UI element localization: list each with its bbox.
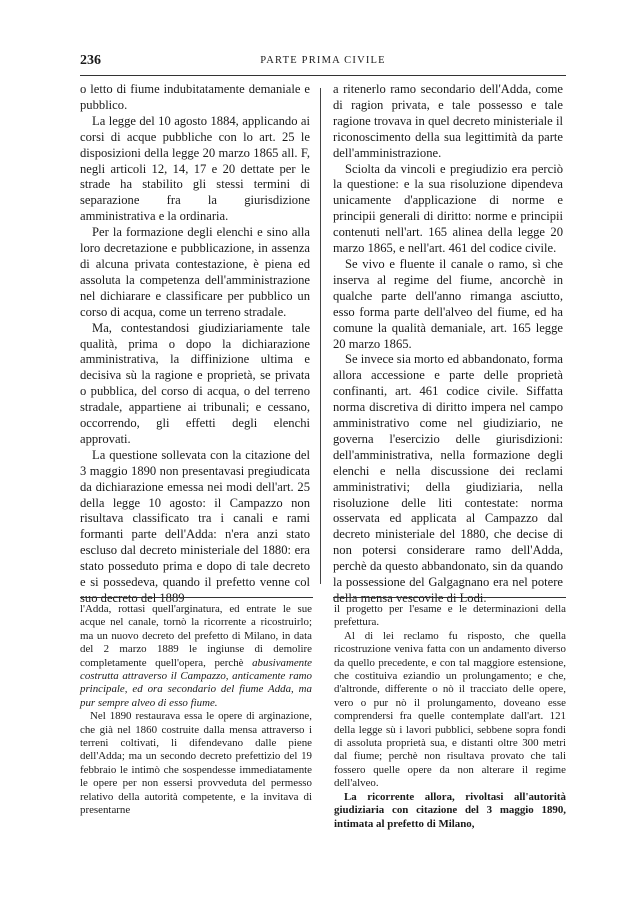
footnote-paragraph: Al di lei reclamo fu risposto, che quella ricostruzione veniva fatta con un andamento diverso da quello precedente, e con tal maggiore estensione, che costituiva eziandio un prolungamento; e che, d'altronde, differente o nò il tracciato delle opere, vero o pur nò il prolungamento, doveano esse comprendersi fra quelle contemplate dall'art. 121 della legge sù i lavori pubblici, sebbene sopra fondi di assoluta proprietà sua, e distanti oltre 300 metri dal fiume; perchè non risultava provato che tali fossero quelle opere da non alterare il regime dell'alveo. [334,629,566,790]
paragraph: o letto di fiume indubitatamente demaniale e pubblico. [80,82,310,112]
paragraph: Se invece sia morto ed abbandonato, forma allora accessione e parte delle proprietà confinanti, art. 461 codice civile. Siffatta norma discretiva di diritto impera nel campo amministrativo come nel giudiziario, ne governa l'esercizio delle giurisdizioni: dell'amministrativa, nella formazione degli elenchi e nella discussione dei reclami amministrativi; della giudiziaria, nella risoluzione delle liti contestate: norma osservata ed applicata al Campazzo dal decreto ministeriale del 1880, che decise di non potersi considerare ramo dell'Adda, perchè da questo abbandonato, sin da quando la possessione del Galgagnano era nel potere della mensa vescovile di Lodi. [333,352,563,605]
footnote-paragraph: Nel 1890 restaurava essa le opere di arginazione, che già nel 1860 costruite dalla mensa attraverso i terreni coltivati, li difendevano dalle piene dell'Adda; ma un secondo decreto prefettizio del 19 febbraio le intimò che sospendesse immediatamente le opere per non essersi provveduta del permesso relativo della autorità competente, e la invitava di presentarne [80,710,312,817]
paragraph: a ritenerlo ramo secondario dell'Adda, come di ragion privata, e tale possesso e tale ragione trovava in quel decreto ministeriale il riconoscimento della sua legittimità da parte dell'amministrazione. [333,82,563,160]
footnote-paragraph: il progetto per l'esame e le determinazioni della prefettura. [334,603,566,629]
footnote-rule-left [80,597,313,598]
footnote-quote: abusivamente costrutta attraverso il Campazzo, anticamente ramo principale, ed ora secondario del fiume Adda, ma pur sempre alveo di esso fiume. [80,656,312,709]
paragraph: Sciolta da vincoli e pregiudizio era perciò la questione: e la sua risoluzione dipendeva unicamente d'applicazione di norme e principii generali di diritto: norme e principii contenuti nell'art. 165 alinea della legge 20 marzo 1865, e nell'art. 461 del codice civile. [333,161,563,256]
footnote-rule-right [333,597,566,598]
paragraph: La questione sollevata con la citazione del 3 maggio 1890 non presentavasi pregiudicata da dichiarazione emessa nei modi dell'art. 25 della legge 10 agosto: il Campazzo non risultava classificato tra i canali e rami formanti parte dell'Adda: n'era anzi stato escluso dal decreto ministeriale del 1880: era stato posseduto prima e dopo di tale decreto e si possedeva, quando il prefetto venne col suo decreto del 1889 [80,447,310,605]
footnote-left-column [80,603,312,818]
header-rule [80,75,566,76]
footnote-right-column [334,603,566,831]
paragraph: Ma, contestandosi giudiziariamente tale qualità, prima o dopo la dichiarazione amministrativa, la diffinizione ultima e decisiva sù la ragione e proprietà, se privata o pubblica, del corso di acqua, o del terreno stradale, appartiene ai tribunali; e cessano, occorrendo, gli effetti degli elenchi approvati. [80,320,310,446]
main-text-right-column [333,82,563,607]
paragraph: Per la formazione degli elenchi e sino alla loro decretazione e pubblicazione, in assenza di alcuna privata contestazione, è piena ed assoluta la competenza dell'amministrazione nel dichiarare e classificare per pubblico un corso di acqua, come un terreno stradale. [80,225,310,319]
page-number: 236 [80,53,101,68]
paragraph: Se vivo e fluente il canale o ramo, sì che inserva al regime del fiume, ancorchè in qualche parte dell'anno rimanga asciutto, esso forma parte dell'alveo del fiume, ed ha comune la qualità demaniale, art. 165 legge 20 marzo 1865. [333,256,563,351]
footnote-paragraph [80,603,312,710]
paragraph: La legge del 10 agosto 1884, applicando ai corsi di acque pubbliche con lo art. 25 le disposizioni della legge 20 marzo 1865 all. F, negli articoli 12, 14, 17 e 20 dettate per le strade ha stabilito gli stessi termini di separazione fra la giurisdizione amministrativa e la ordinaria. [80,113,310,224]
column-divider [320,88,321,584]
page-header [80,53,566,73]
main-text-left-column [80,82,310,607]
footnote-paragraph: La ricorrente allora, rivoltasi all'autorità giudiziaria con citazione del 3 maggio 1890, intimata al prefetto di Milano, [334,790,566,830]
running-title: PARTE PRIMA CIVILE [260,55,386,66]
footnote-text: l'Adda, rottasi quell'arginatura, ed entrate le sue acque nel canale, tornò la ricorrente a ricostruirlo; ma un nuovo decreto del prefetto di Milano, in data del 2 marzo 1889 le ingiunse di demolire completamente quell'opera, perchè [80,603,312,669]
